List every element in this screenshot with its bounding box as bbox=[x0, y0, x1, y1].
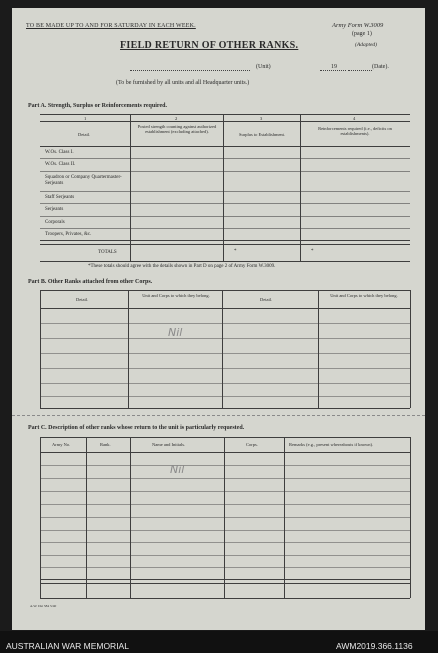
part-c-col-header: Corps. bbox=[246, 442, 258, 447]
row-label: Corporals bbox=[45, 220, 65, 225]
col-number-1: 1 bbox=[84, 116, 87, 121]
row-label: Serjeants bbox=[45, 207, 64, 212]
row-label: Troopers, Privates, &c. bbox=[45, 232, 92, 237]
footer-institution: AUSTRALIAN WAR MEMORIAL bbox=[6, 641, 129, 651]
part-a-footnote: *These totals should agree with the details shown in Part D on page 2 of Army Form W.3009. bbox=[88, 264, 276, 269]
part-b-handwritten-nil: Nil bbox=[168, 326, 183, 339]
part-c-heading: Part C. Description of other ranks whose return to the unit is particularly requested. bbox=[28, 425, 245, 431]
row-label: Squadron or Company Quartermaster-Serjeants bbox=[45, 175, 122, 186]
form-number: Army Form W.3009 bbox=[332, 22, 384, 29]
part-a-heading: Part A. Strength, Surplus or Reinforcements required. bbox=[28, 103, 167, 109]
page-title: FIELD RETURN OF OTHER RANKS. bbox=[120, 40, 299, 51]
row-label: W.Os. Class II. bbox=[45, 162, 76, 167]
col-header-reinforcements: Reinforcements required (i.e., deficits on establishments). bbox=[318, 126, 392, 136]
col-number-3: 3 bbox=[260, 116, 263, 121]
row-label: Staff Serjeants bbox=[45, 195, 75, 200]
fold-crease bbox=[12, 415, 425, 416]
page-label: (page 1) bbox=[352, 31, 372, 37]
col-header-detail: Detail. bbox=[78, 132, 91, 137]
part-c-col-header: Army No. bbox=[52, 442, 71, 447]
footer-accession-number: AWM2019.366.1136 bbox=[336, 641, 413, 651]
part-c-col-header: Rank. bbox=[100, 442, 111, 447]
printer-mark: A.W. Dst 584 5/40 bbox=[30, 604, 57, 608]
part-b-col-header: Detail. bbox=[260, 297, 273, 302]
form-sheet bbox=[12, 8, 425, 630]
top-note: TO BE MADE UP TO AND FOR SATURDAY IN EACH WEEK. bbox=[26, 23, 196, 29]
totals-mark: * bbox=[311, 249, 314, 254]
part-b-col-header: Unit and Corps to which they belong. bbox=[330, 293, 398, 298]
totals-label: TOTALS bbox=[98, 250, 117, 255]
col-header-surplus: Surplus to Establishment. bbox=[238, 132, 286, 137]
col-number-4: 4 bbox=[353, 116, 356, 121]
unit-field bbox=[130, 62, 250, 71]
year-prefix: 19 bbox=[331, 64, 337, 70]
totals-mark: * bbox=[234, 249, 237, 254]
adapted-note: (Adapted) bbox=[355, 42, 377, 48]
part-b-col-header: Unit and Corps to which they belong. bbox=[142, 293, 210, 298]
part-c-col-header: Remarks (e.g., present whereabouts if known). bbox=[289, 442, 374, 447]
col-number-2: 2 bbox=[175, 116, 178, 121]
part-b-col-header: Detail. bbox=[76, 297, 89, 302]
part-b-heading: Part B. Other Ranks attached from other Corps. bbox=[28, 279, 153, 285]
part-c-col-header: Name and Initials. bbox=[152, 442, 186, 447]
unit-label: (Unit) bbox=[256, 64, 271, 70]
col-header-posted-strength: Posted strength counting against authorized establishment (excluding attached). bbox=[137, 124, 217, 134]
date-field bbox=[348, 62, 372, 71]
furnish-note: (To be furnished by all units and all Headquarter units.) bbox=[116, 80, 250, 86]
part-c-handwritten-nil: Nil bbox=[170, 463, 185, 476]
row-label: W.Os. Class I. bbox=[45, 150, 74, 155]
date-label: (Date). bbox=[372, 64, 389, 70]
